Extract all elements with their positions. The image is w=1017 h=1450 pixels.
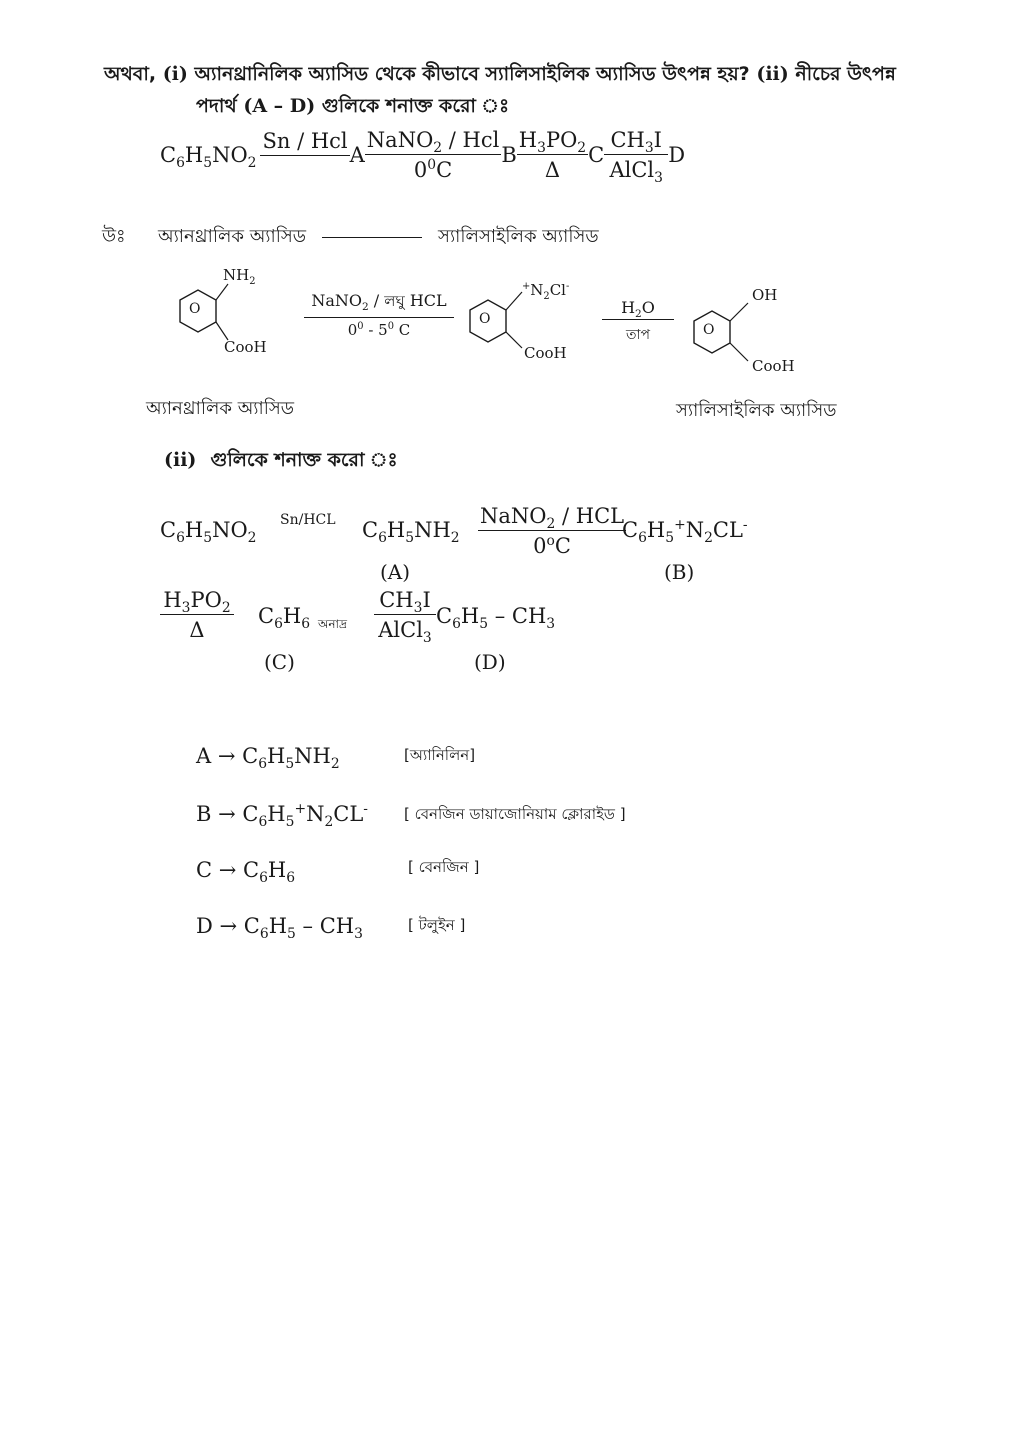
part-ii-r4-pre: অনাদ্র <box>318 617 348 631</box>
part-ii-num: (ii) <box>164 449 197 471</box>
eq-product-a: A <box>349 143 365 167</box>
molecule-salicylic <box>690 285 840 385</box>
part-ii-r1: Sn/HCL <box>280 512 336 528</box>
id-row-b: $B \to C_6H_5^+N_2CL^-$ <box>196 801 368 831</box>
part-ii-r4 <box>374 588 436 647</box>
molecule-anthranilic <box>160 266 290 370</box>
part-ii-c-formula: $C_6H_6$ <box>258 604 311 633</box>
step2-reagent <box>602 298 674 347</box>
step1-reagent <box>304 290 454 343</box>
ring-center-3: O <box>703 322 715 338</box>
answer-from-name: অ্যানথ্রালিক অ্যাসিড <box>158 226 307 247</box>
eq-start: $C_6H_5NO_2$ <box>160 143 257 172</box>
part-ii-r2 <box>478 504 626 558</box>
eq-product-c: C <box>588 143 605 167</box>
question-equation <box>160 128 686 187</box>
mol2-top-group: $^+N_2Cl^-$ <box>522 281 570 302</box>
answer-summary <box>158 222 599 253</box>
answer-prefix: উঃ <box>102 226 126 247</box>
question-line-2 <box>196 92 509 124</box>
step1-top: NaNO$_2$ / লঘু HCL <box>304 290 454 318</box>
answer-to-name: স্যালিসাইলিক অ্যাসিড <box>438 226 599 247</box>
id-c-name: [ বেনজিন ] <box>408 858 480 876</box>
question-line1-text: অ্যানথ্রানিলিক অ্যাসিড থেকে কীভাবে স্যালিসাইলিক অ্যাসিড উৎপন্ন হয়? <box>194 63 750 85</box>
eq-r1-top: Sn / Hcl <box>260 129 349 156</box>
part-ii-r4-bot: AlCl$_3$ <box>378 618 432 647</box>
part-ii-r3-top: $H_3PO_2$ <box>160 588 234 615</box>
eq-r2-top: NaNO$_2$ / Hcl <box>366 128 500 157</box>
molecule-diazonium <box>466 280 596 370</box>
eq-r3-top: $H_3PO_2$ <box>518 128 587 157</box>
eq-reagent-1 <box>260 129 349 181</box>
part-ii-a-formula: $C_6H_5NH_2$ <box>362 518 460 547</box>
question-line-1 <box>104 60 896 92</box>
step2-bot: তাপ <box>625 327 651 343</box>
question-part-i: (i) <box>162 63 188 85</box>
part-ii-r2-top: NaNO$_2$ / HCL <box>480 504 625 533</box>
label-salicylic: স্যালিসাইলিক অ্যাসিড <box>676 400 837 421</box>
part-ii-b-formula: $C_6H_5^+N_2CL^-$ <box>622 517 748 547</box>
mol2-bottom-group: CooH <box>524 344 567 362</box>
mol1-bottom-group: CooH <box>224 338 267 356</box>
part-ii-heading <box>164 446 398 478</box>
eq-r4-top: $CH_3I$ <box>604 128 668 155</box>
eq-product-d: D <box>668 143 686 167</box>
part-ii-c-label: (C) <box>264 650 295 674</box>
id-row-c: $C \to C_6H_6$ <box>196 858 296 887</box>
part-ii-b-label: (B) <box>664 560 695 584</box>
question-line2-text: পদার্থ <box>196 95 237 117</box>
answer-dash <box>322 237 422 238</box>
question-line2-tail: গুলিকে শনাক্ত করো ঃ <box>321 95 510 117</box>
eq-reagent-3 <box>517 128 588 182</box>
part-ii-r4-top: $CH_3I$ <box>374 588 436 615</box>
part-ii-start: $C_6H_5NO_2$ <box>160 518 257 547</box>
id-d-name: [ টলুইন ] <box>408 916 466 934</box>
question-part-ii: (ii) <box>756 63 789 85</box>
part-ii-text: গুলিকে শনাক্ত করো ঃ <box>210 449 398 471</box>
ring-center-1: O <box>189 301 201 317</box>
step2-top: $H_2O$ <box>602 298 674 320</box>
label-anthranilic: অ্যানথ্রালিক অ্যাসিড <box>146 398 295 419</box>
part-ii-r3-bot: Δ <box>189 618 205 642</box>
part-ii-a-label: (A) <box>380 560 411 584</box>
eq-r3-bot: Δ <box>544 158 561 182</box>
question-line2-range: (A – D) <box>243 95 316 117</box>
ring-center-2: O <box>479 311 491 327</box>
question-line1-tail: নীচের উৎপন্ন <box>795 63 896 85</box>
part-ii-d-formula: $C_6H_5 - CH_3$ <box>436 604 556 633</box>
id-b-letter: B <box>196 802 212 826</box>
mol3-top-group: OH <box>752 286 778 304</box>
eq-r2-bot: $0^0C$ <box>413 157 453 182</box>
id-row-d: $D \to C_6H_5 - CH_3$ <box>196 914 363 943</box>
mol1-top-group: $NH_2$ <box>223 266 256 287</box>
id-d-letter: D <box>196 914 213 938</box>
id-c-letter: C <box>196 858 213 882</box>
id-a-name: [অ্যানিলিন] <box>404 746 476 764</box>
question-prefix: অথবা, <box>104 63 157 85</box>
eq-reagent-2 <box>365 128 502 182</box>
eq-r4-bot: AlCl$_3$ <box>609 158 663 187</box>
id-row-a: $A \to C_6H_5NH_2$ <box>196 744 340 773</box>
id-a-letter: A <box>196 744 212 768</box>
eq-product-b: B <box>501 143 517 167</box>
mol3-bottom-group: CooH <box>752 357 795 375</box>
part-ii-r3 <box>160 588 234 642</box>
id-b-name: [ বেনজিন ডায়াজোনিয়াম ক্লোরাইড ] <box>404 805 626 823</box>
part-ii-r2-bot: 0$^o$C <box>533 533 571 558</box>
part-ii-d-label: (D) <box>474 650 506 674</box>
step1-bot: $0^0 - 5^0$ C <box>347 321 411 339</box>
eq-reagent-4 <box>604 128 668 187</box>
